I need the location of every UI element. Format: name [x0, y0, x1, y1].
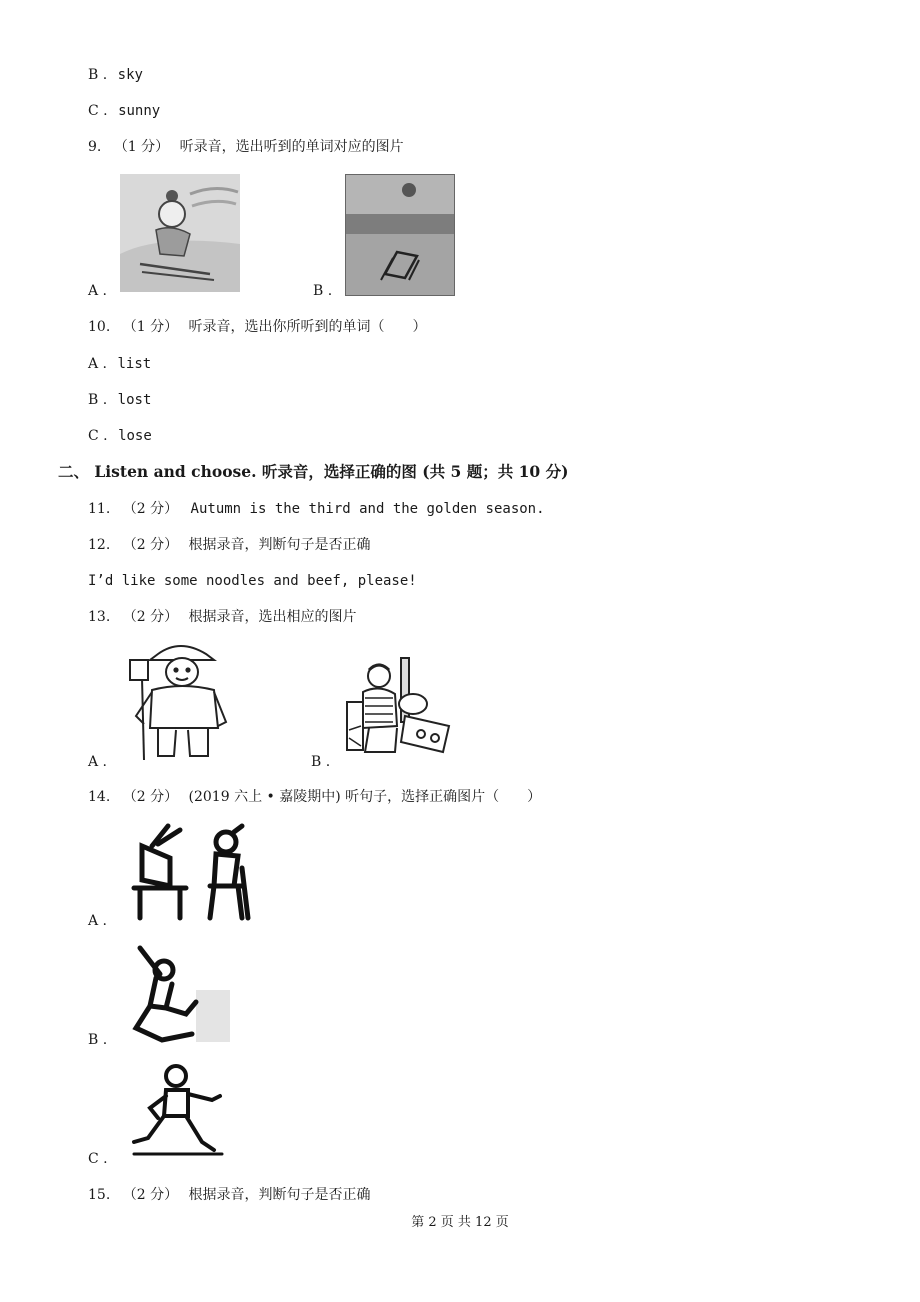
q8-option-b: B . sky [88, 67, 143, 83]
q14-option-a-label: A . [88, 913, 108, 929]
q9-option-a-label: A . [88, 283, 108, 299]
q12-question: 12. （2 分） 根据录音，判断句子是否正确 [88, 537, 371, 553]
q10-option-a: A . list [88, 356, 152, 372]
q14-option-b-label: B . [88, 1032, 108, 1048]
q12-sentence: I’d like some noodles and beef, please! [88, 573, 417, 589]
watching-tv-picture [130, 822, 254, 922]
q13-question: 13. （2 分） 根据录音，选出相应的图片 [88, 609, 357, 625]
q14-option-c-label: C . [88, 1151, 108, 1167]
stretching-picture [126, 944, 234, 1048]
q15-question: 15. （2 分） 根据录音，判断句子是否正确 [88, 1187, 371, 1203]
q14-question: 14. （2 分） (2019 六上 • 嘉陵期中) 听句子，选择正确图片（ ） [88, 789, 542, 805]
q8-option-c: C . sunny [88, 103, 161, 119]
q13-option-b-label: B . [311, 754, 331, 770]
q13-option-a-label: A . [88, 754, 108, 770]
q9-option-b-label: B . [313, 283, 333, 299]
section-2-heading: 二、 Listen and choose. 听录音，选择正确的图 (共 5 题；共 10 分) [58, 462, 569, 481]
running-boy-picture [130, 1060, 226, 1164]
q10-question: 10. （1 分） 听录音，选出你所听到的单词（ ） [88, 319, 427, 335]
bus-driver-picture [345, 656, 453, 756]
q9-question: 9. （1 分） 听录音，选出听到的单词对应的图片 [88, 139, 404, 155]
farmer-picture [122, 638, 238, 762]
skier-picture [120, 174, 240, 292]
beach-picture [345, 174, 455, 296]
q10-option-b: B . lost [88, 392, 152, 408]
q11-question: 11. （2 分） Autumn is the third and the golden season. [88, 501, 545, 517]
page-footer: 第 2 页 共 12 页 [411, 1215, 509, 1230]
q10-option-c: C . lose [88, 428, 152, 444]
